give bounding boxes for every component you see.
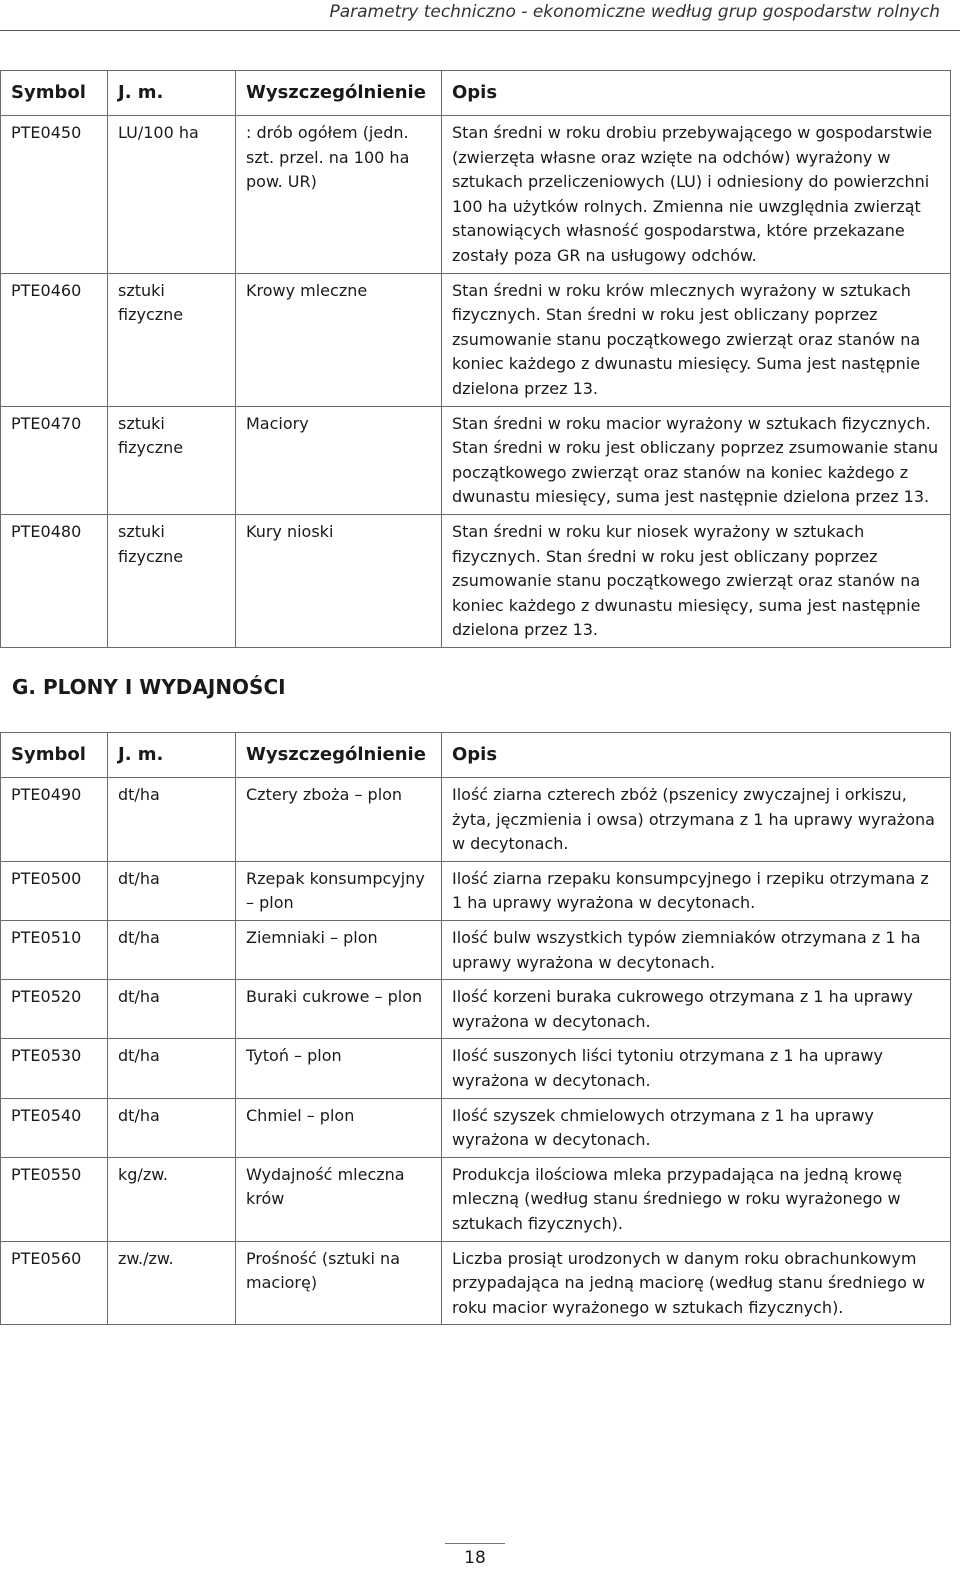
- column-header-unit: J. m.: [108, 733, 236, 778]
- table-row: [1, 116, 951, 274]
- cell-description: Ilość korzeni buraka cukrowego otrzymana z 1 ha uprawy wyrażona w decytonach.: [442, 980, 951, 1039]
- running-header: Parametry techniczno - ekonomiczne według grup gospodarstw rolnych: [329, 2, 940, 22]
- cell-description: Stan średni w roku krów mlecznych wyrażony w sztukach fizycznych. Stan średni w roku jest obliczany poprzez zsumowanie stanu początkowego zwierząt oraz stanów na koniec każdego z dwunastu miesięcy. Suma jest następnie dzielona przez 13.: [442, 273, 951, 406]
- table-header-row: [1, 71, 951, 116]
- column-header-description: Opis: [442, 71, 951, 116]
- cell-symbol: PTE0470: [1, 406, 108, 514]
- table-row: [1, 778, 951, 862]
- cell-unit: sztuki fizyczne: [108, 273, 236, 406]
- cell-symbol: PTE0540: [1, 1098, 108, 1157]
- column-header-item: Wyszczególnienie: [236, 733, 442, 778]
- cell-description: Stan średni w roku drobiu przebywającego w gospodarstwie (zwierzęta własne oraz wzięte na odchów) wyrażony w sztukach przeliczeniowych (LU) i odniesiony do powierzchni 100 ha użytków rolnych. Zmienna nie uwzględnia zwierząt stanowiących własność gospodarstwa, które przekazane zostały poza GR na usługowy odchów.: [442, 116, 951, 274]
- cell-item: Ziemniaki – plon: [236, 920, 442, 979]
- table-row: [1, 514, 951, 647]
- cell-description: Ilość ziarna czterech zbóż (pszenicy zwyczajnej i orkiszu, żyta, jęczmienia i owsa) otrzymana z 1 ha uprawy wyrażona w decytonach.: [442, 778, 951, 862]
- cell-symbol: PTE0510: [1, 920, 108, 979]
- column-header-description: Opis: [442, 733, 951, 778]
- table-row: [1, 980, 951, 1039]
- cell-description: Ilość ziarna rzepaku konsumpcyjnego i rzepiku otrzymana z 1 ha uprawy wyrażona w decytonach.: [442, 861, 951, 920]
- cell-unit: dt/ha: [108, 920, 236, 979]
- cell-symbol: PTE0550: [1, 1157, 108, 1241]
- cell-item: Cztery zboża – plon: [236, 778, 442, 862]
- cell-unit: dt/ha: [108, 1098, 236, 1157]
- parameters-table-yields: [0, 732, 951, 1325]
- cell-description: Liczba prosiąt urodzonych w danym roku obrachunkowym przypadająca na jedną maciorę (według stanu średniego w roku macior wyrażonego w sztukach fizycznych).: [442, 1241, 951, 1325]
- table-row: [1, 1039, 951, 1098]
- column-header-symbol: Symbol: [1, 71, 108, 116]
- cell-item: Chmiel – plon: [236, 1098, 442, 1157]
- table-row: [1, 1098, 951, 1157]
- cell-symbol: PTE0480: [1, 514, 108, 647]
- cell-item: Krowy mleczne: [236, 273, 442, 406]
- cell-symbol: PTE0490: [1, 778, 108, 862]
- cell-unit: dt/ha: [108, 980, 236, 1039]
- cell-symbol: PTE0450: [1, 116, 108, 274]
- cell-symbol: PTE0560: [1, 1241, 108, 1325]
- table-row: [1, 273, 951, 406]
- table-row: [1, 1241, 951, 1325]
- cell-item: Kury nioski: [236, 514, 442, 647]
- cell-description: Ilość bulw wszystkich typów ziemniaków otrzymana z 1 ha uprawy wyrażona w decytonach.: [442, 920, 951, 979]
- cell-unit: dt/ha: [108, 778, 236, 862]
- cell-item: Buraki cukrowe – plon: [236, 980, 442, 1039]
- page-number: 18: [464, 1548, 486, 1568]
- column-header-symbol: Symbol: [1, 733, 108, 778]
- parameters-table-livestock: [0, 70, 951, 648]
- cell-description: Stan średni w roku kur niosek wyrażony w sztukach fizycznych. Stan średni w roku jest obliczany poprzez zsumowanie stanu początkowego zwierząt oraz stanów na koniec każdego z dwunastu miesięcy, suma jest następnie dzielona przez 13.: [442, 514, 951, 647]
- header-rule: [0, 30, 960, 31]
- table-row: [1, 406, 951, 514]
- cell-symbol: PTE0530: [1, 1039, 108, 1098]
- cell-description: Ilość szyszek chmielowych otrzymana z 1 ha uprawy wyrażona w decytonach.: [442, 1098, 951, 1157]
- cell-description: Stan średni w roku macior wyrażony w sztukach fizycznych. Stan średni w roku jest obliczany poprzez zsumowanie stanu początkowego zwierząt oraz stanów na koniec każdego z dwunastu miesięcy, suma jest następnie dzielona przez 13.: [442, 406, 951, 514]
- cell-description: Ilość suszonych liści tytoniu otrzymana z 1 ha uprawy wyrażona w decytonach.: [442, 1039, 951, 1098]
- cell-unit: kg/zw.: [108, 1157, 236, 1241]
- column-header-unit: J. m.: [108, 71, 236, 116]
- table-row: [1, 920, 951, 979]
- cell-symbol: PTE0500: [1, 861, 108, 920]
- cell-unit: sztuki fizyczne: [108, 406, 236, 514]
- table-row: [1, 861, 951, 920]
- cell-unit: sztuki fizyczne: [108, 514, 236, 647]
- cell-unit: LU/100 ha: [108, 116, 236, 274]
- cell-item: Wydajność mleczna krów: [236, 1157, 442, 1241]
- cell-description: Produkcja ilościowa mleka przypadająca na jedną krowę mleczną (według stanu średniego w roku wyrażonego w sztukach fizycznych).: [442, 1157, 951, 1241]
- cell-item: Rzepak konsumpcyjny – plon: [236, 861, 442, 920]
- cell-unit: dt/ha: [108, 861, 236, 920]
- section-heading: G. PLONY I WYDAJNOŚCI: [12, 675, 286, 699]
- table-row: [1, 1157, 951, 1241]
- cell-symbol: PTE0460: [1, 273, 108, 406]
- cell-unit: dt/ha: [108, 1039, 236, 1098]
- page-number-rule: [445, 1543, 505, 1544]
- table-header-row: [1, 733, 951, 778]
- cell-item: Tytoń – plon: [236, 1039, 442, 1098]
- cell-item: : drób ogółem (jedn. szt. przel. na 100 ha pow. UR): [236, 116, 442, 274]
- cell-symbol: PTE0520: [1, 980, 108, 1039]
- cell-item: Prośność (sztuki na maciorę): [236, 1241, 442, 1325]
- column-header-item: Wyszczególnienie: [236, 71, 442, 116]
- cell-unit: zw./zw.: [108, 1241, 236, 1325]
- cell-item: Maciory: [236, 406, 442, 514]
